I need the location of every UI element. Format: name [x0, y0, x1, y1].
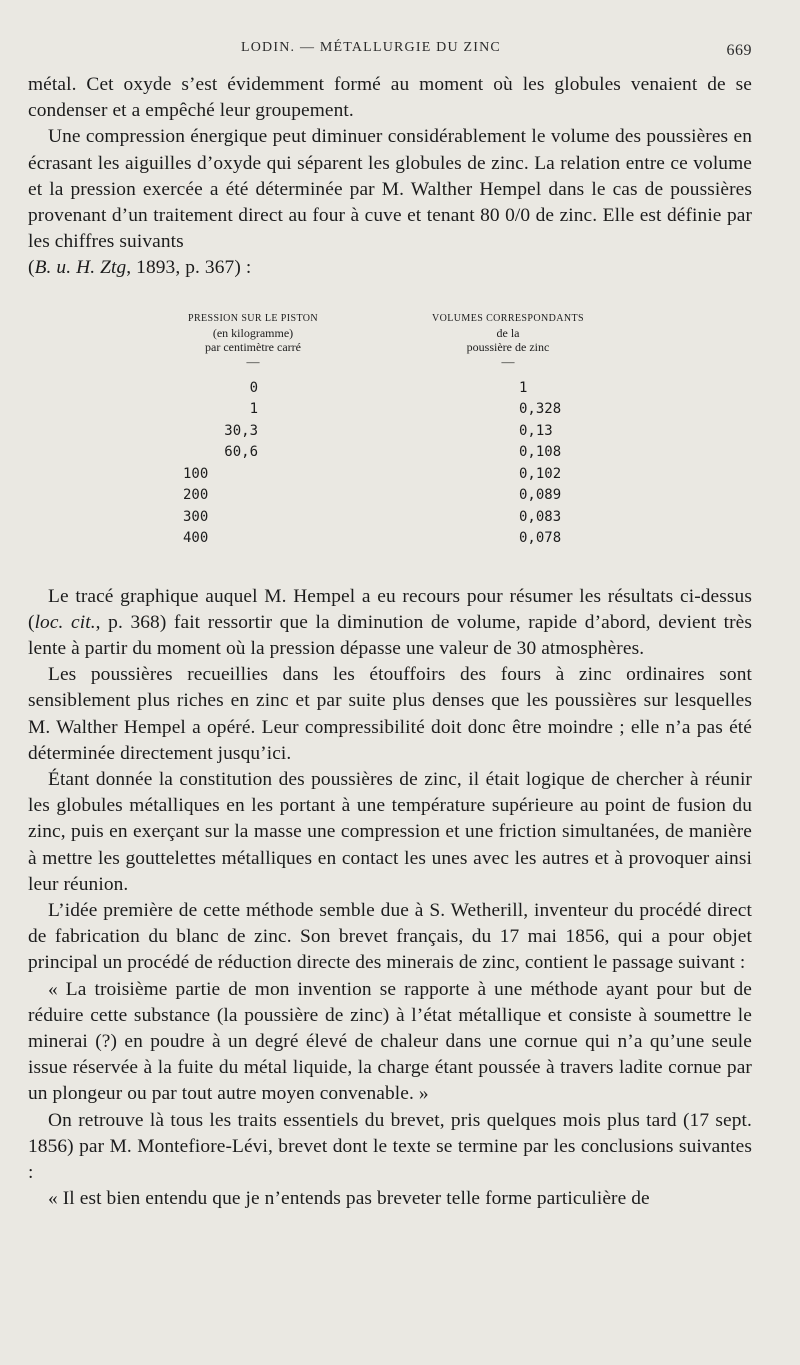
paragraph-constitution: Étant donnée la constitution des poussières de zinc, il était logique de chercher à réunir les globules métalliques en les portant à une température supérieure au point de fusion du zinc, puis en exerçant sur la masse une compression et une friction simultanées, de manière à mettre les gouttelettes métalliques en contact les unes avec les autres et à provoquer ainsi leur réunion.	[28, 769, 752, 895]
volume-values	[428, 378, 588, 550]
paragraph-compression-text: Une compression énergique peut diminuer considérablement le volume des poussières en écrasant les aiguilles d’oxyde qui séparent les globules de zinc. La relation entre ce volume et la pression exercée a été déterminée par M. Walther Hempel dans le cas de poussières provenant d’un traitement direct au four à cuve et tenant 80 0/0 de zinc. Elle est définie par les chiffres suivants	[28, 126, 752, 253]
volume-header-dash: —	[501, 353, 515, 369]
citation-journal: B. u. H. Ztg	[34, 257, 127, 279]
volume-column	[428, 312, 588, 550]
pressure-header-unit: (en kilogramme)	[212, 325, 294, 340]
running-title: LODIN. — MÉTALLURGIE DU ZINC	[241, 40, 501, 55]
body-text-top	[28, 72, 752, 282]
volume-value: 0,328	[519, 401, 562, 418]
volume-value: 0,102	[519, 465, 562, 482]
pressure-value: 0	[249, 379, 258, 396]
paragraph-graph-part2: , p. 368) fait ressortir que la diminution de volume, rapide d’abord, devient très lente à partir du moment où la pression dépasse une valeur de 30 atmosphères.	[28, 611, 752, 660]
volume-value: 1	[519, 379, 528, 396]
citation-open: (	[28, 257, 35, 279]
pressure-values	[153, 378, 353, 550]
paragraph-graph	[28, 584, 752, 663]
pressure-volume-table	[28, 312, 752, 578]
pressure-header-per: par centimètre carré	[205, 339, 301, 354]
volume-header-title: VOLUMES CORRESPONDANTS	[432, 312, 584, 324]
paragraph-etouffoirs: Les poussières recueillies dans les étouffoirs des fours à zinc ordinaires sont sensiblement plus riches en zinc et par suite plus denses que les poussières sur lesquelles M. Walther Hempel a opéré. Leur compressibilité doit donc être moindre ; elle n’a pas été déterminée directement jusqu’ici.	[28, 664, 752, 764]
pressure-value: 100	[183, 465, 209, 482]
pressure-header-title: PRESSION SUR LE PISTON	[187, 312, 319, 324]
paragraph-montefiore: On retrouve là tous les traits essentiels du brevet, pris quelques mois plus tard (17 sept. 1856) par M. Montefiore-Lévi, brevet dont le texte se termine par les conclusions suivantes :	[28, 1109, 752, 1184]
volume-value: 0,078	[519, 530, 562, 547]
pressure-value: 200	[183, 487, 209, 504]
pressure-value: 60,6	[224, 444, 258, 461]
paragraph-quote-montefiore: « Il est bien entendu que je n’entends pas breveter telle forme particulière de	[48, 1188, 650, 1210]
running-head	[28, 36, 752, 66]
volume-value: 0,108	[519, 444, 562, 461]
volume-value: 0,13	[519, 422, 553, 439]
pressure-header-dash: —	[246, 353, 260, 369]
pressure-value: 30,3	[224, 422, 258, 439]
body-text-bottom	[28, 584, 752, 1213]
volume-value: 0,083	[519, 508, 562, 525]
paragraph-graph-loc: loc. cit.	[34, 611, 96, 633]
paragraph-quote-wetherill: « La troisième partie de mon invention se rapporte à une méthode ayant pour but de réduire cette substance (la poussière de zinc) à l’état métallique et consiste à soumettre le minerai (?) en poudre à un degré élevé de chaleur dans une cornue qui n’a qu’une seule issue réservée à la fuite du métal liquide, la charge étant poussée à travers ladite cornue par un plongeur ou par tout autre moyen convenable. »	[28, 978, 752, 1105]
paragraph-compression	[28, 124, 752, 281]
paragraph-oxyde: métal. Cet oxyde s’est évidemment formé au moment où les globules venaient de se condenser et a empêché leur groupement.	[28, 74, 752, 122]
citation-rest: , 1893, p. 367) :	[126, 257, 252, 279]
pressure-column	[153, 312, 353, 550]
pressure-value: 300	[183, 508, 209, 525]
volume-value: 0,089	[519, 487, 562, 504]
volume-header-subject: poussière de zinc	[466, 339, 550, 354]
paragraph-graph-part1: Le tracé graphique auquel M. Hempel a eu recours pour résumer les résultats ci-dessus (	[28, 585, 752, 633]
paragraph-wetherill: L’idée première de cette méthode semble due à S. Wetherill, inventeur du procédé direct de fabrication du blanc de zinc. Son brevet français, du 17 mai 1856, qui a pour objet principal un procédé de réduction directe des minerais de zinc, contient le passage suivant :	[28, 900, 752, 974]
page-number: 669	[726, 42, 752, 59]
pressure-value: 1	[249, 401, 258, 418]
volume-header-of: de la	[496, 325, 520, 340]
pressure-value: 400	[183, 530, 209, 547]
